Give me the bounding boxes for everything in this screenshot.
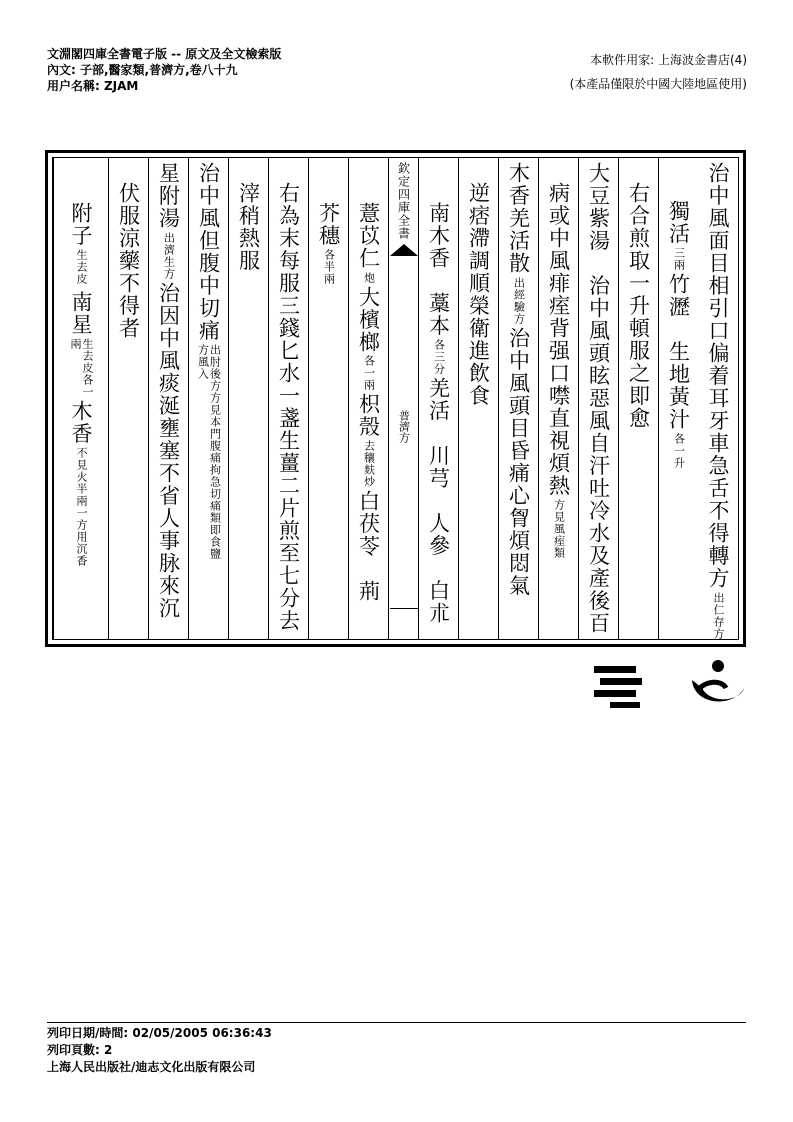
header-content-path: 內文: 子部,醫家類,普濟方,卷八十九 [47,63,238,77]
text-column: 附子 生去皮 南星 生去皮各一兩 木香 不見火半兩一方用沉香 [53,158,108,639]
license-holder: 本軟件用家: 上海波金書店(4) [590,53,747,67]
center-rule [390,608,418,609]
text-column: 逆痞滯調順榮衛進飲食 [458,158,498,639]
text-column: 木香羌活散 出經驗方 治中風頭目昏痛心胷煩悶氣 [498,158,538,639]
footer [47,1022,746,1076]
header-title: 文淵閣四庫全書電子版 -- 原文及全文檢索版 [47,47,282,61]
center-title: 欽定四庫全書 [396,162,411,240]
text-column: 星附湯 出濟生方 治因中風痰涎壅塞不省人事脉來沉 [148,158,188,639]
fish-tail-mark [390,244,418,256]
text-column: 芥穗 各半兩 [308,158,348,639]
center-book-title: 普濟方 [397,410,411,443]
text-column: 大豆紫湯 治中風頭眩惡風自汗吐冷水及產後百 [578,158,618,639]
header-username: 用户名稱: ZJAM [47,79,139,93]
text-column: 獨活 三兩 竹瀝 生地黃汁 各一升 [658,158,698,639]
page-frame [45,150,746,647]
license-region: (本產品僅限於中國大陸地區使用) [569,77,747,91]
text-column: 滓稍熱服 [228,158,268,639]
text-column: 治中風但腹中切痛 出肘後方方見本門腹痛拘急切痛類即食鹽方風入 [188,158,228,639]
print-datetime: 列印日期/時間: 02/05/2005 06:36:43 [47,1026,272,1040]
publisher-line: 上海人民出版社/迪志文化出版有限公司 [47,1060,256,1074]
text-column: 伏服涼藥不得者 [108,158,148,639]
text-column: 薏苡仁 炮 大檳榔 各一兩 枳殼 去穰麸炒 白茯苓 荊 [348,158,388,639]
text-columns [52,157,739,640]
text-column: 治中風面目相引口偏着耳牙車急舌不得轉方 出仁存方 [706,162,730,639]
publisher-logo [594,658,750,710]
center-column [388,158,418,639]
print-page-count: 列印頁數: 2 [47,1043,113,1057]
text-column: 南木香 藁本 各三分 羌活 川芎 人參 白朮 [418,158,458,639]
text-column: 病或中風痱痓背强口噤直視煩熱 方見風痓類 [538,158,578,639]
header-right [487,48,747,96]
text-column: 右為末每服三錢匕水一盞生薑二片煎至七分去 [268,158,308,639]
header-left [47,46,467,94]
text-column: 右合煎取一升頓服之即愈 [618,158,658,639]
